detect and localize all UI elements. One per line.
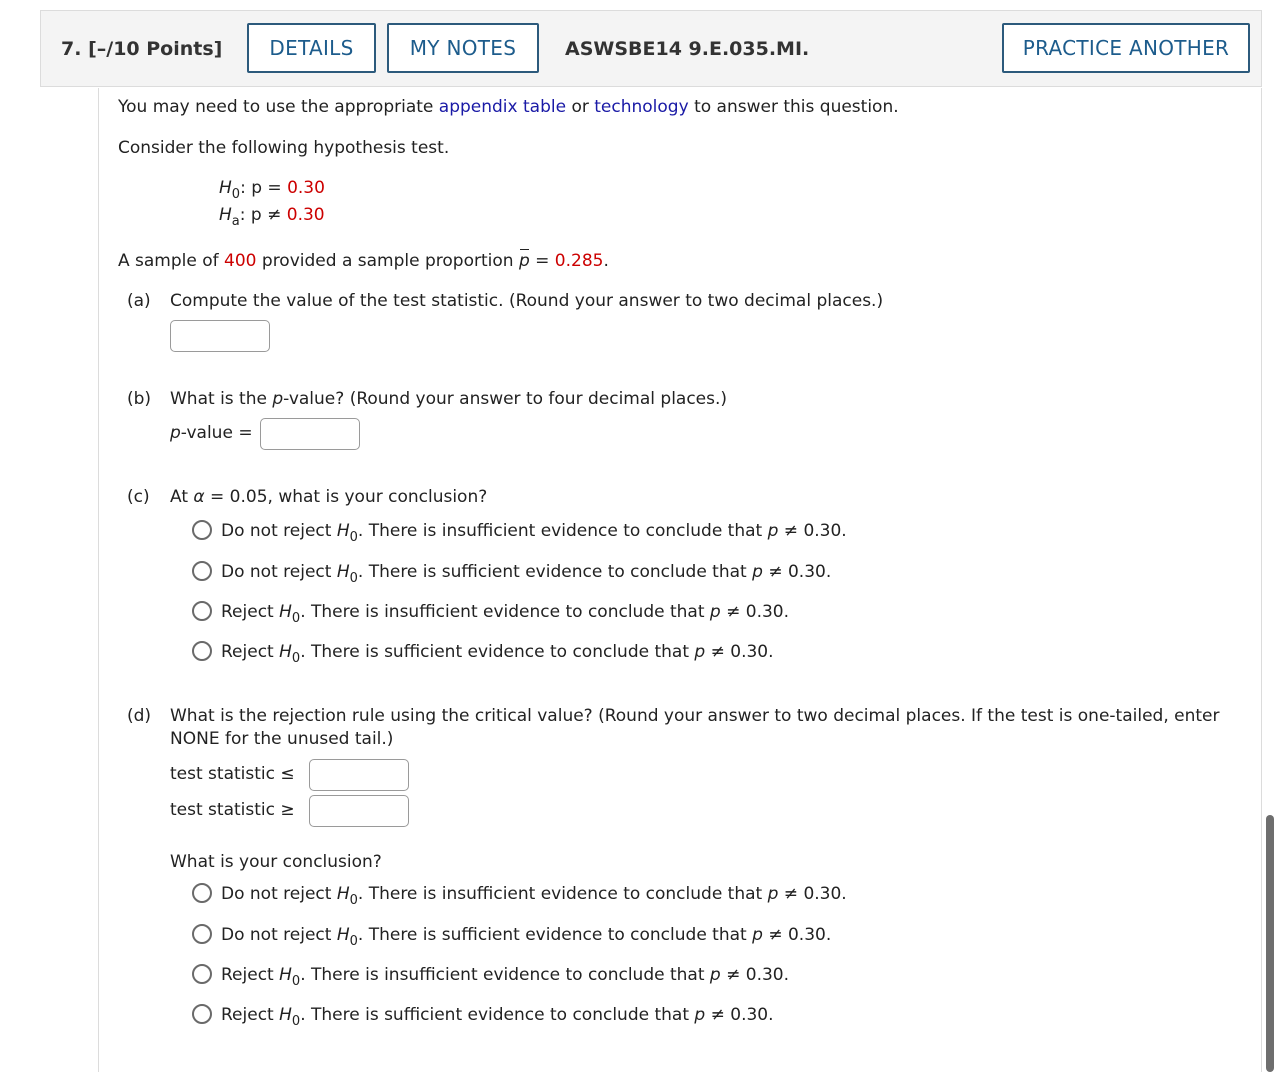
practice-another-button[interactable]: PRACTICE ANOTHER [1002,23,1250,73]
part-a-question: Compute the value of the test statistic. (Round your answer to two decimal places.) [170,291,884,311]
scrollbar-thumb[interactable] [1266,815,1274,1072]
option-pre: Reject [221,1005,280,1025]
option-end: ≠ 0.30. [762,562,832,582]
option-pre: Reject [221,642,280,662]
question-points: [–/10 Points] [88,38,223,60]
part-c-option-1-radio[interactable] [192,520,212,540]
option-p: p [752,925,763,945]
p-value-label-p: p [170,423,181,443]
option-pre: Do not reject [221,925,337,945]
option-h: H [336,562,350,582]
h0-relation: : p = [240,178,288,198]
question-number-points [61,38,222,60]
part-c-option-3-label[interactable] [221,602,789,624]
part-d-option-2-label[interactable] [221,925,831,947]
lower-critical-value-input[interactable] [309,759,409,791]
part-d-option-1-radio[interactable] [192,883,212,903]
intro-text [118,97,899,117]
option-pre: Reject [221,965,280,985]
details-button[interactable]: DETAILS [247,23,376,73]
ha-value: 0.30 [286,205,325,225]
option-post: . There is insufficient evidence to conclude that [300,602,710,622]
my-notes-button[interactable]: MY NOTES [387,23,539,73]
option-h: H [336,884,350,904]
option-post: . There is insufficient evidence to conclude that [300,965,710,985]
option-pre: Do not reject [221,562,337,582]
option-end: ≠ 0.30. [720,602,790,622]
part-b-question-post: -value? (Round your answer to four decimal places.) [283,389,728,409]
option-sub: 0 [291,1014,301,1029]
option-p: p [752,562,763,582]
h0-subscript: 0 [231,187,241,202]
part-c-question [170,487,487,507]
sample-size: 400 [224,251,257,271]
upper-rejection-label: test statistic ≥ [170,800,295,820]
option-sub: 0 [291,651,301,666]
option-p: p [767,521,779,541]
part-d-letter: (d) [127,706,152,726]
null-hypothesis [219,178,325,200]
option-post: . There is sufficient evidence to conclude that [300,1005,695,1025]
option-h: H [336,521,350,541]
part-b-question [170,389,727,409]
part-a-letter: (a) [127,291,151,311]
test-statistic-input[interactable] [170,320,270,352]
sample-middle: provided a sample proportion [256,251,519,271]
sample-end: . [603,251,609,271]
alpha-symbol: α [193,487,205,507]
option-sub: 0 [349,893,358,908]
part-d-conclusion-question: What is your conclusion? [170,852,382,872]
part-d-option-3-label[interactable] [221,965,789,987]
p-value-label [170,423,253,443]
consider-text: Consider the following hypothesis test. [118,138,450,158]
upper-critical-value-input[interactable] [309,795,409,827]
option-sub: 0 [291,974,301,989]
sample-prefix: A sample of [118,251,225,271]
part-d-option-4-label[interactable] [221,1005,774,1027]
part-d-question: What is the rejection rule using the critical value? (Round your answer to two decimal places. If the test is one-tailed, enter NONE for the unused tail.) [170,706,1220,749]
option-post: . There is insufficient evidence to conclude that [357,521,768,541]
option-post: . There is insufficient evidence to conclude that [357,884,768,904]
option-p: p [767,884,779,904]
part-c-option-4-label[interactable] [221,642,774,664]
part-b-question-pre: What is the [170,389,273,409]
option-end: ≠ 0.30. [778,521,847,541]
option-end: ≠ 0.30. [762,925,832,945]
appendix-table-link[interactable]: appendix table [438,97,567,117]
part-b-question-p: p [272,389,284,409]
intro-suffix: to answer this question. [688,97,899,117]
option-p: p [694,642,706,662]
option-pre: Reject [221,602,280,622]
ha-relation: : p ≠ [239,205,287,225]
option-sub: 0 [349,571,358,586]
sample-statement [118,251,609,271]
option-pre: Do not reject [221,521,337,541]
part-c-question-pre: At [170,487,194,507]
p-value-input[interactable] [260,418,360,450]
intro-middle: or [566,97,595,117]
option-h: H [279,1005,292,1025]
technology-link[interactable]: technology [594,97,689,117]
part-c-option-2-label[interactable] [221,562,831,584]
option-h: H [279,965,292,985]
option-post: . There is sufficient evidence to conclude that [300,642,695,662]
option-h: H [336,925,350,945]
h0-value: 0.30 [287,178,325,198]
option-sub: 0 [349,934,358,949]
part-c-option-4-radio[interactable] [192,641,212,661]
ha-subscript: a [231,214,240,229]
h0-symbol: H [219,178,232,198]
option-h: H [279,602,292,622]
option-h: H [279,642,292,662]
part-c-option-2-radio[interactable] [192,561,212,581]
part-d-option-2-radio[interactable] [192,924,212,944]
part-c-letter: (c) [127,487,150,507]
option-end: ≠ 0.30. [720,965,790,985]
option-p: p [694,1005,706,1025]
intro-prefix: You may need to use the appropriate [118,97,439,117]
option-sub: 0 [291,611,301,626]
part-b-letter: (b) [127,389,152,409]
option-sub: 0 [349,530,358,545]
problem-code: ASWSBE14 9.E.035.MI. [565,38,810,60]
option-post: . There is sufficient evidence to conclude that [357,562,753,582]
part-d-option-3-radio[interactable] [192,964,212,984]
ha-symbol: H [219,205,232,225]
part-c-option-1-label[interactable] [221,521,847,543]
option-end: ≠ 0.30. [705,1005,774,1025]
alternative-hypothesis [219,205,325,227]
part-c-option-3-radio[interactable] [192,601,212,621]
sample-proportion-value: 0.285 [554,251,604,271]
part-d-option-4-radio[interactable] [192,1004,212,1024]
sample-equals: = [529,251,555,271]
option-p: p [709,965,721,985]
option-p: p [709,602,721,622]
lower-rejection-label: test statistic ≤ [170,764,295,784]
p-bar-symbol: p [518,251,530,271]
option-pre: Do not reject [221,884,337,904]
option-post: . There is sufficient evidence to conclude that [357,925,753,945]
question-header [40,10,1262,87]
option-end: ≠ 0.30. [705,642,774,662]
option-end: ≠ 0.30. [778,884,847,904]
p-value-label-post: -value = [180,423,253,443]
part-d-option-1-label[interactable] [221,884,847,906]
part-c-question-post: = 0.05, what is your conclusion? [204,487,488,507]
question-number: 7. [61,38,82,60]
